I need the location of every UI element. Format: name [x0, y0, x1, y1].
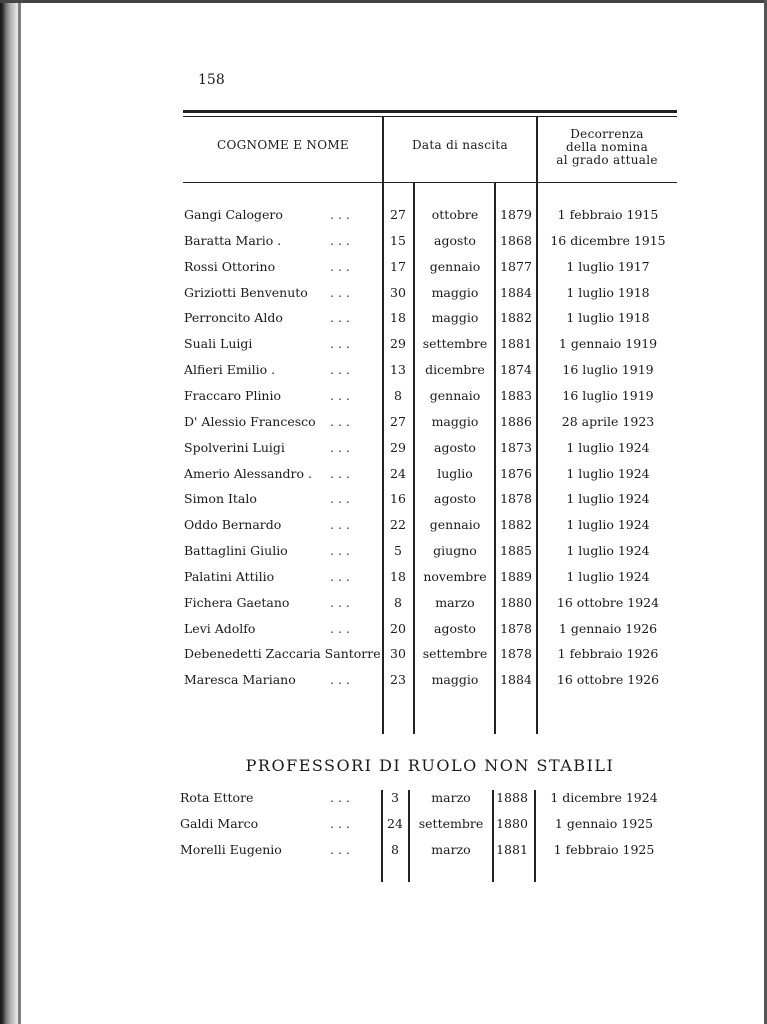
leader-dots: . . .: [330, 232, 350, 248]
person-name: Alfieri Emilio .: [184, 362, 276, 378]
person-name: Griziotti Benvenuto: [184, 284, 308, 300]
person-name: Galdi Marco: [180, 816, 259, 831]
leader-dots: . . .: [330, 842, 350, 857]
appointment-date: 1 luglio 1918: [566, 310, 650, 326]
header-decorrenza-line: Decorrenza: [570, 127, 644, 141]
header-name: COGNOME E NOME: [217, 138, 349, 152]
leader-dots: . . .: [330, 465, 350, 481]
birth-month: maggio: [431, 413, 479, 429]
birth-day: 27: [390, 207, 406, 222]
birth-day: 27: [390, 413, 406, 429]
appointment-date: 1 febbraio 1925: [553, 842, 655, 857]
birth-month: gennaio: [429, 258, 481, 274]
birth-year: 1878: [500, 491, 532, 507]
birth-month: maggio: [431, 672, 479, 688]
leader-dots: . . .: [330, 816, 350, 831]
birth-day: 18: [390, 568, 406, 584]
leader-dots: . . .: [330, 672, 350, 688]
birth-month: settembre: [422, 336, 488, 352]
birth-day: 24: [390, 465, 406, 481]
section-title: PROFESSORI DI RUOLO NON STABILI: [245, 756, 615, 775]
birth-year: 1873: [500, 439, 532, 455]
table-row: [0, 233, 767, 253]
birth-year: 1876: [500, 465, 532, 481]
header-bottom-rule: [183, 182, 677, 183]
appointment-date: 1 febbraio 1926: [557, 646, 659, 662]
birth-month: marzo: [435, 594, 475, 610]
birth-day: 16: [390, 491, 406, 507]
leader-dots: . . .: [330, 284, 350, 300]
birth-day: 8: [394, 594, 402, 610]
birth-day: 13: [390, 362, 406, 378]
person-name: Gangi Calogero: [184, 207, 283, 222]
table-row: [0, 517, 767, 537]
birth-month: gennaio: [429, 387, 481, 403]
person-name: Baratta Mario .: [184, 232, 282, 248]
page-top-edge: [0, 0, 767, 3]
leader-dots: . . .: [330, 413, 350, 429]
birth-day: 30: [390, 284, 406, 300]
table-row: [0, 790, 767, 810]
book-spine-line: [18, 0, 21, 1024]
birth-month: dicembre: [425, 362, 485, 378]
birth-year: 1883: [500, 387, 532, 403]
person-name: Morelli Eugenio: [180, 842, 282, 857]
appointment-date: 16 ottobre 1926: [556, 672, 660, 688]
person-name: Simon Italo: [184, 491, 257, 507]
birth-day: 23: [390, 672, 406, 688]
person-name: Spolverini Luigi: [184, 439, 285, 455]
leader-dots: . . .: [330, 362, 350, 378]
header-decorrenza: [538, 128, 676, 167]
appointment-date: 28 aprile 1923: [561, 413, 655, 429]
birth-month: gennaio: [429, 517, 481, 533]
birth-year: 1868: [500, 232, 532, 248]
birth-month: luglio: [437, 465, 473, 481]
appointment-date: 16 dicembre 1915: [550, 232, 666, 248]
birth-day: 29: [390, 439, 406, 455]
birth-year: 1882: [500, 310, 532, 326]
leader-dots: . . .: [330, 517, 350, 533]
birth-day: 8: [394, 387, 402, 403]
birth-year: 1882: [500, 517, 532, 533]
appointment-date: 1 gennaio 1925: [554, 816, 654, 831]
birth-year: 1879: [500, 207, 532, 222]
leader-dots: . . .: [330, 568, 350, 584]
appointment-date: 1 febbraio 1915: [557, 207, 659, 222]
table-row: [0, 440, 767, 460]
birth-day: 24: [387, 816, 403, 831]
table-row: [0, 621, 767, 641]
person-name: Rota Ettore: [180, 790, 254, 805]
appointment-date: 1 luglio 1924: [566, 517, 650, 533]
table-row: [0, 672, 767, 692]
person-name: Levi Adolfo: [184, 620, 256, 636]
birth-month: agosto: [434, 491, 476, 507]
birth-day: 3: [391, 790, 399, 805]
birth-month: maggio: [431, 310, 479, 326]
appointment-date: 16 luglio 1919: [562, 362, 654, 378]
leader-dots: . . .: [330, 207, 350, 222]
birth-month: ottobre: [431, 207, 479, 222]
birth-year: 1884: [500, 284, 532, 300]
birth-year: 1884: [500, 672, 532, 688]
table-row: [0, 646, 767, 666]
birth-day: 30: [390, 646, 406, 662]
table-row: [0, 362, 767, 382]
appointment-date: 1 dicembre 1924: [550, 790, 658, 805]
table-row: [0, 310, 767, 330]
leader-dots: . . .: [330, 336, 350, 352]
table-row: [0, 336, 767, 356]
person-name: Fichera Gaetano: [184, 594, 290, 610]
birth-year: 1881: [500, 336, 532, 352]
table-row: [0, 207, 767, 227]
birth-month: agosto: [434, 620, 476, 636]
table-row: [0, 816, 767, 836]
person-name: Oddo Bernardo: [184, 517, 282, 533]
appointment-date: 1 luglio 1924: [566, 491, 650, 507]
person-name: Suali Luigi: [184, 336, 253, 352]
table-row: [0, 466, 767, 486]
birth-year: 1889: [500, 568, 532, 584]
birth-month: maggio: [431, 284, 479, 300]
person-name: Perroncito Aldo: [184, 310, 283, 326]
person-name: Maresca Mariano: [184, 672, 296, 688]
person-name: Amerio Alessandro .: [184, 465, 312, 481]
person-name: Battaglini Giulio: [184, 543, 288, 559]
person-name: D' Alessio Francesco: [184, 413, 316, 429]
table-row: [0, 491, 767, 511]
table-row: [0, 842, 767, 862]
birth-year: 1880: [500, 594, 532, 610]
appointment-date: 1 luglio 1918: [566, 284, 650, 300]
birth-day: 5: [394, 543, 402, 559]
table-row: [0, 543, 767, 563]
appointment-date: 16 luglio 1919: [562, 387, 654, 403]
table-row: [0, 388, 767, 408]
birth-year: 1888: [496, 790, 528, 805]
birth-year: 1880: [496, 816, 528, 831]
table-row: [0, 414, 767, 434]
birth-month: marzo: [431, 842, 471, 857]
person-name: Palatini Attilio: [184, 568, 275, 584]
table-row: [0, 285, 767, 305]
birth-month: agosto: [434, 232, 476, 248]
appointment-date: 1 luglio 1917: [566, 258, 650, 274]
header-decorrenza-line: al grado attuale: [556, 153, 658, 167]
birth-month: marzo: [431, 790, 471, 805]
header-decorrenza-line: della nomina: [565, 140, 649, 154]
table-top-rule: [183, 110, 677, 113]
leader-dots: . . .: [330, 543, 350, 559]
leader-dots: . . .: [330, 387, 350, 403]
birth-year: 1874: [500, 362, 532, 378]
birth-year: 1886: [500, 413, 532, 429]
table-row: [0, 259, 767, 279]
birth-year: 1878: [500, 620, 532, 636]
page-number: 158: [198, 72, 225, 88]
leader-dots: . . .: [330, 491, 350, 507]
person-name: Debenedetti Zaccaria Santorre: [184, 646, 381, 662]
leader-dots: . . .: [330, 310, 350, 326]
birth-month: settembre: [422, 646, 488, 662]
birth-month: novembre: [423, 568, 487, 584]
birth-day: 8: [391, 842, 399, 857]
table-row: [0, 595, 767, 615]
birth-day: 29: [390, 336, 406, 352]
header-birth-date: Data di nascita: [412, 138, 508, 152]
person-name: Fraccaro Plinio: [184, 387, 282, 403]
table-row: [0, 569, 767, 589]
leader-dots: . . .: [330, 594, 350, 610]
table-top-rule-thin: [183, 116, 677, 117]
leader-dots: . . .: [330, 258, 350, 274]
appointment-date: 1 luglio 1924: [566, 439, 650, 455]
leader-dots: . . .: [330, 790, 350, 805]
birth-month: settembre: [418, 816, 484, 831]
birth-day: 15: [390, 232, 406, 248]
appointment-date: 1 luglio 1924: [566, 543, 650, 559]
appointment-date: 1 luglio 1924: [566, 465, 650, 481]
birth-day: 18: [390, 310, 406, 326]
appointment-date: 1 luglio 1924: [566, 568, 650, 584]
birth-day: 17: [390, 258, 406, 274]
birth-month: agosto: [434, 439, 476, 455]
birth-day: 22: [390, 517, 406, 533]
birth-year: 1881: [496, 842, 528, 857]
leader-dots: . . .: [330, 620, 350, 636]
birth-year: 1877: [500, 258, 532, 274]
birth-month: giugno: [433, 543, 477, 559]
birth-day: 20: [390, 620, 406, 636]
appointment-date: 1 gennaio 1919: [558, 336, 658, 352]
birth-year: 1885: [500, 543, 532, 559]
person-name: Rossi Ottorino: [184, 258, 276, 274]
leader-dots: . . .: [330, 439, 350, 455]
appointment-date: 1 gennaio 1926: [558, 620, 658, 636]
appointment-date: 16 ottobre 1924: [556, 594, 660, 610]
birth-year: 1878: [500, 646, 532, 662]
